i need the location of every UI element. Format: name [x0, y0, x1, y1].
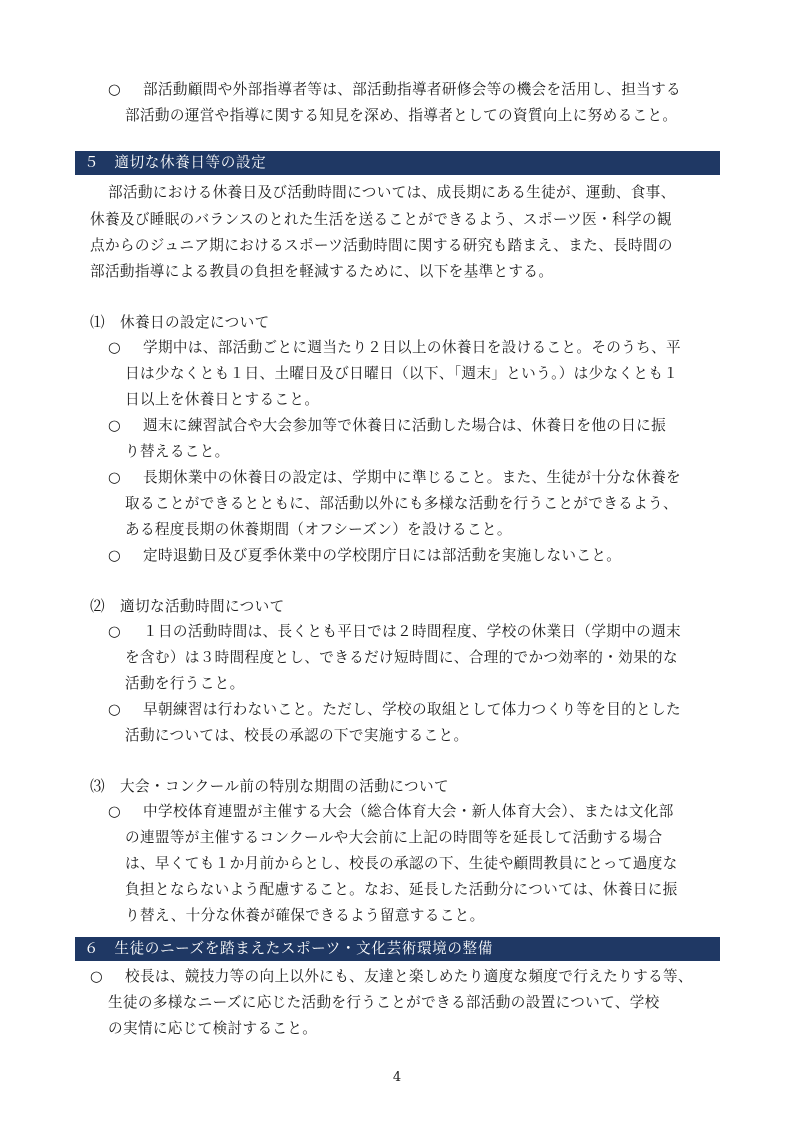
section-6-heading: ６ 生徒のニーズを踏まえたスポーツ・文化芸術環境の整備 [75, 937, 720, 961]
paragraph-line: 部活動指導による教員の負担を軽減するために、以下を基準とする。 [90, 263, 554, 280]
bullet-mark: ○ [90, 968, 104, 985]
bullet-mark: ○ [108, 701, 122, 718]
body-text-line: 日は少なくとも１日、土曜日及び日曜日（以下、「週末」という。）は少なくとも１ [125, 365, 679, 382]
body-text-line: 負担とならないよう配慮すること。なお、延長した活動分については、休養日に振 [125, 881, 678, 898]
body-text-line: を含む）は３時間程度とし、できるだけ短時間に、合理的でかつ効率的・効果的な [125, 649, 678, 666]
bullet-mark: ○ [108, 339, 122, 356]
bullet-mark: ○ [108, 417, 122, 434]
bullet-mark: ○ [108, 469, 122, 486]
body-text-line: 定時退勤日及び夏季休業中の学校閉庁日には部活動を実施しないこと。 [143, 547, 622, 564]
body-text-line: 取ることができるとともに、部活動以外にも多様な活動を行うことができるよう、 [125, 495, 678, 512]
section-5-heading: ５ 適切な休養日等の設定 [75, 151, 720, 175]
body-text-line: 週末に練習試合や大会参加等で休養日に活動した場合は、休養日を他の日に振 [143, 417, 667, 434]
body-text-line: 活動を行うこと。 [125, 675, 245, 692]
body-text-line: 校長は、競技力等の向上以外にも、友達と楽しめたり適度な頻度で行えたりする等、 [125, 968, 693, 985]
body-text-line: 長期休業中の休養日の設定は、学期中に準じること。また、生徒が十分な休養を [143, 469, 681, 486]
body-text-line: 早朝練習は行わないこと。ただし、学校の取組として体力つくり等を目的とした [143, 701, 681, 718]
body-text-line: の実情に応じて検討すること。 [108, 1020, 318, 1037]
bullet-mark: ○ [108, 803, 122, 820]
body-text-line: 部活動の運営や指導に関する知見を深め、指導者としての資質向上に努めること。 [125, 107, 678, 124]
bullet-mark: ○ [108, 623, 122, 640]
subsection-3-title: ⑶ 大会・コンクール前の特別な期間の活動について [90, 778, 449, 795]
body-text-line: １日の活動時間は、長くとも平日では２時間程度、学校の休業日（学期中の週末 [143, 623, 681, 640]
bullet-mark: ○ [108, 547, 122, 564]
subsection-2-title: ⑵ 適切な活動時間について [90, 598, 285, 615]
body-text-line: 生徒の多様なニーズに応じた活動を行うことができる部活動の設置について、学校 [108, 994, 660, 1011]
body-text-line: ある程度長期の休養期間（オフシーズン）を設けること。 [125, 521, 512, 538]
body-text-line: 学期中は、部活動ごとに週当たり２日以上の休養日を設けること。そのうち、平 [143, 339, 681, 356]
body-text-line: 活動については、校長の承認の下で実施すること。 [125, 727, 469, 744]
bullet-mark: ○ [108, 81, 122, 98]
paragraph-line: 休養及び睡眠のバランスのとれた生活を送ることができるよう、スポーツ医・科学の観 [90, 211, 672, 228]
body-text-line: 部活動顧問や外部指導者等は、部活動指導者研修会等の機会を活用し、担当する [143, 81, 681, 98]
paragraph-line: 点からのジュニア期におけるスポーツ活動時間に関する研究も踏まえ、また、長時間の [90, 237, 673, 254]
body-text-line: り替え、十分な休養が確保できるよう留意すること。 [125, 907, 485, 924]
body-text-line: り替えること。 [125, 443, 230, 460]
body-text-line: 中学校体育連盟が主催する大会（総合体育大会・新人体育大会）、または文化部 [143, 803, 674, 820]
body-text-line: は、早くても１か月前からとし、校長の承認の下、生徒や顧問教員にとって過度な [125, 855, 678, 872]
paragraph-line: 部活動における休養日及び活動時間については、成長期にある生徒が、運動、食事、 [108, 184, 676, 201]
subsection-1-title: ⑴ 休養日の設定について [90, 314, 270, 331]
body-text-line: の連盟等が主催するコンクールや大会前に上記の時間等を延長して活動する場合 [125, 829, 663, 846]
body-text-line: 日以上を休養日とすること。 [125, 391, 320, 408]
page-number: 4 [392, 1070, 402, 1085]
